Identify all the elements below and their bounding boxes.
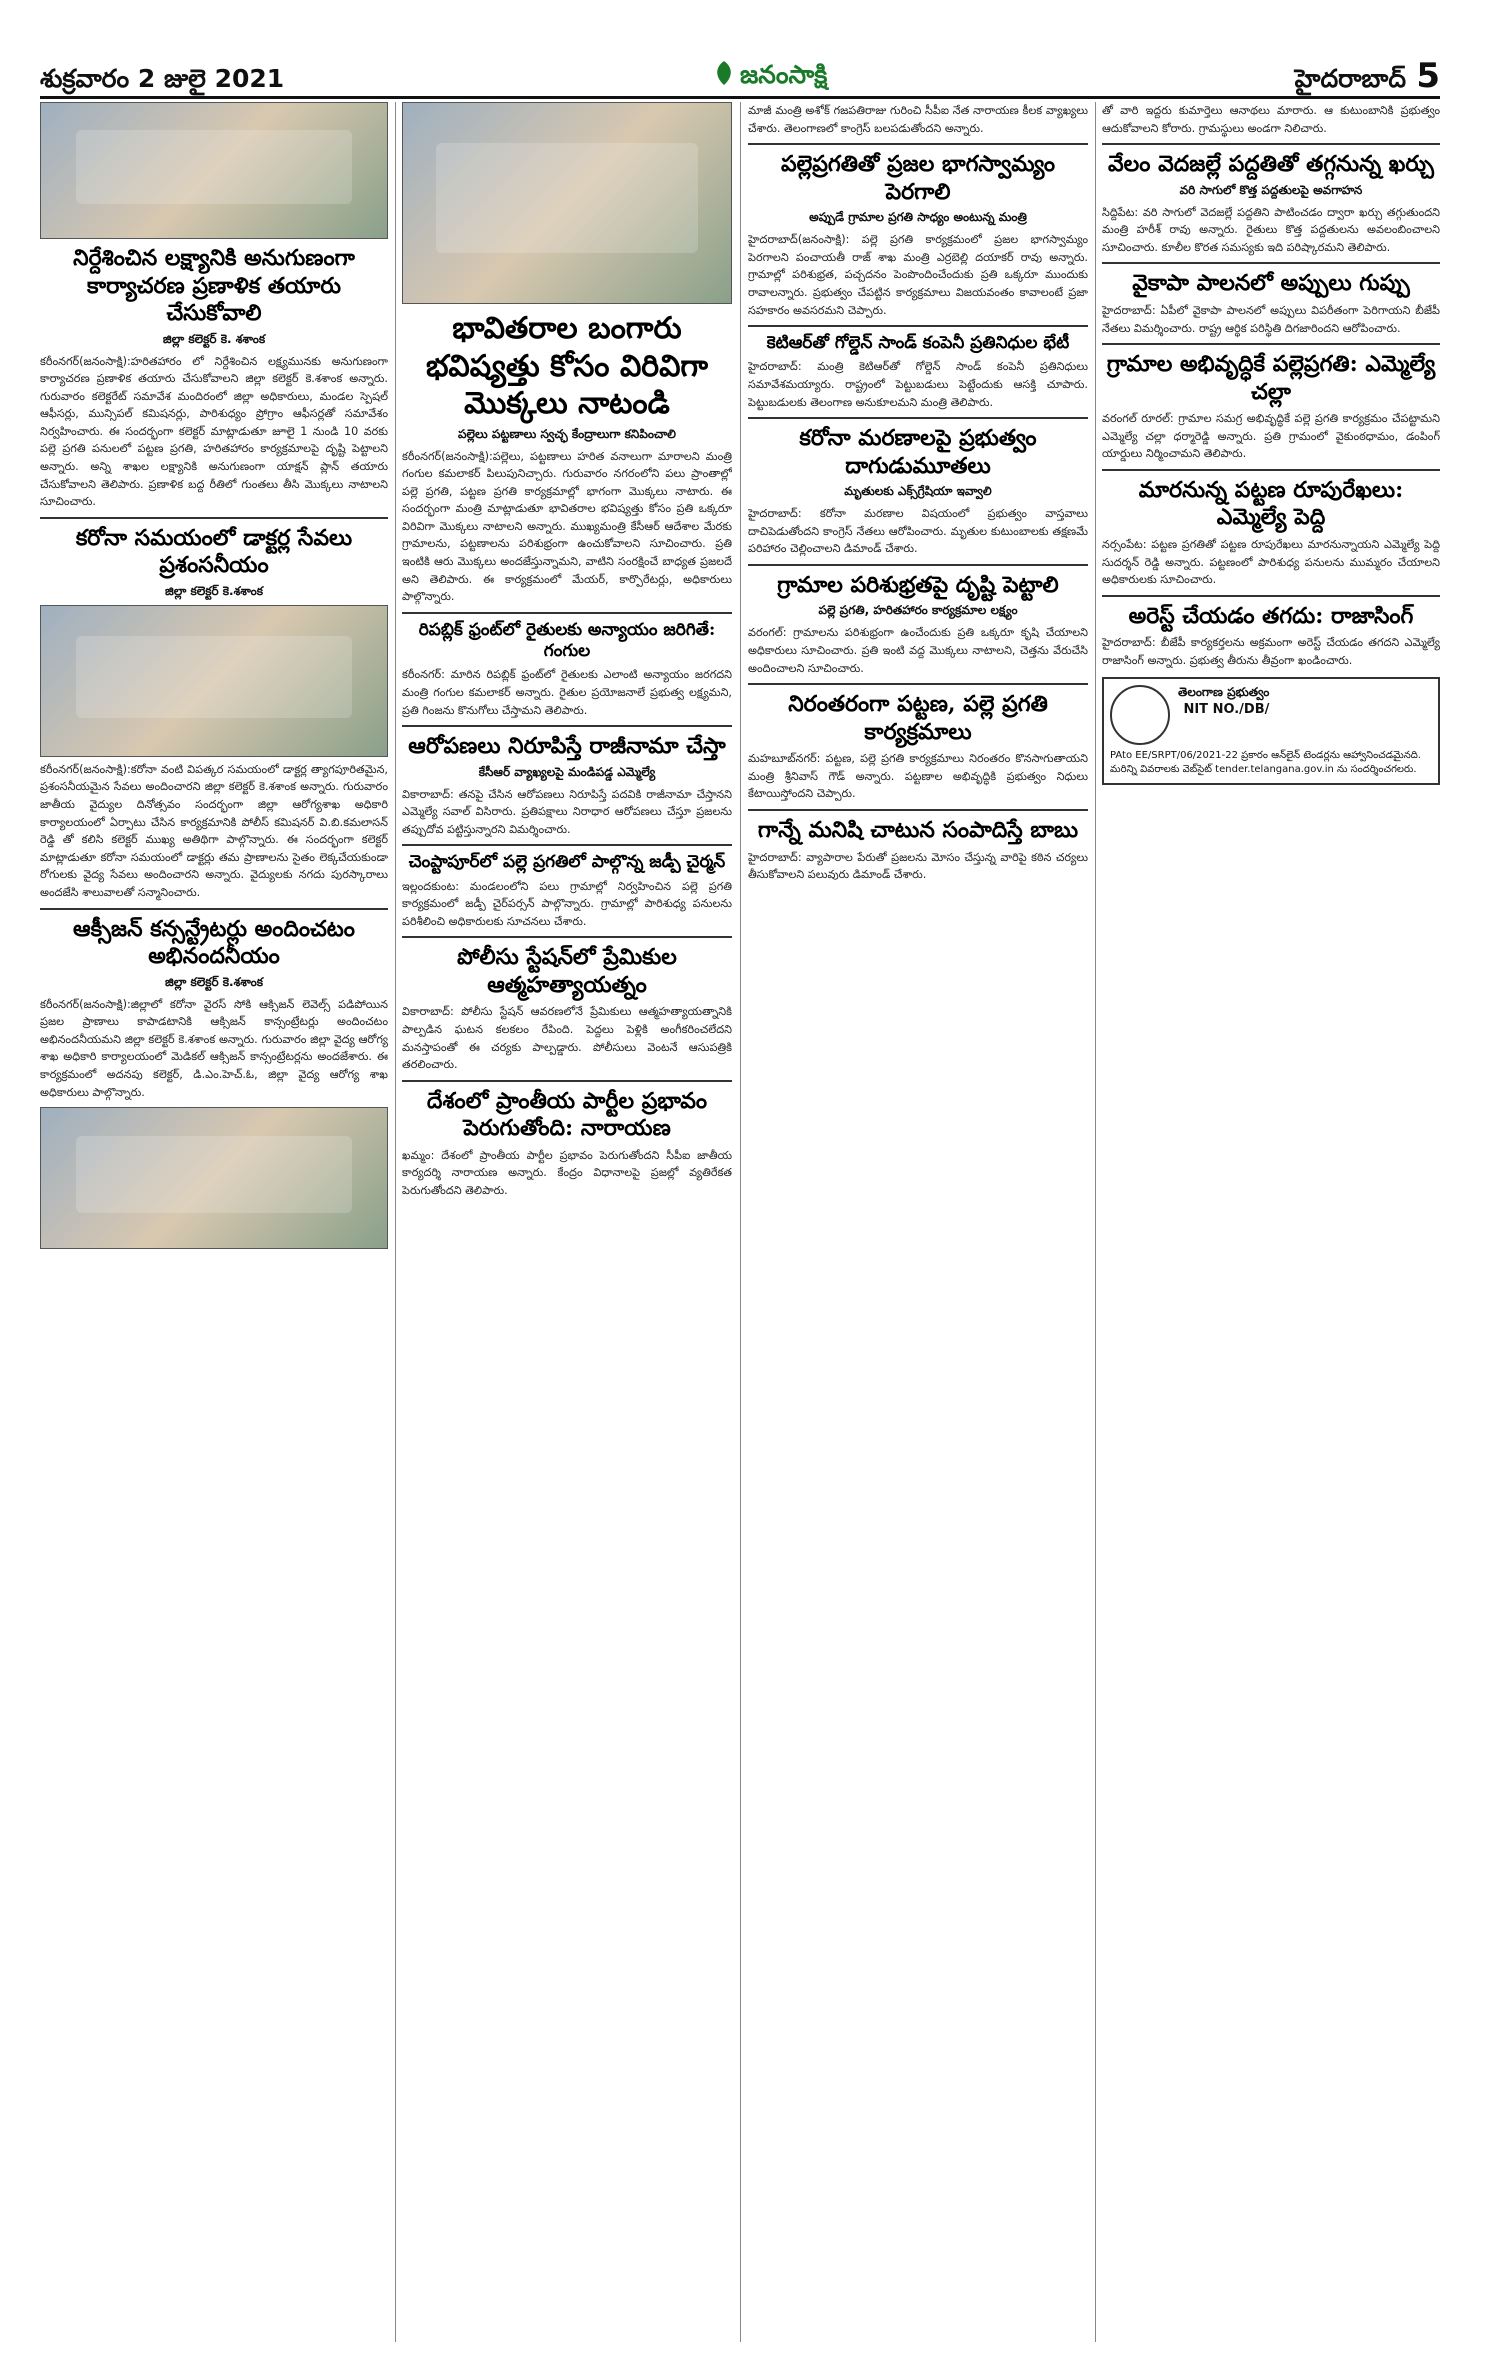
divider [402, 844, 732, 846]
article-body: ఇల్లందకుంట: మండలంలోని పలు గ్రామాల్లో నిర్వహించిన పల్లె ప్రగతి కార్యక్రమంలో జడ్పీ చైర్‌పర్సన్ పాల్గొన్నారు. గ్రామాల్లో పారిశుధ్య పనులను పరిశీలించి అధికారులకు సూచనలు చేశారు. [402, 879, 732, 928]
divider [1102, 469, 1440, 471]
column-divider [740, 102, 741, 2342]
article-body: కరీంనగర్(జనంసాక్షి):హరితహారం లో నిర్దేశించిన లక్ష్యమునకు అనుగుణంగా కార్యాచరణ ప్రణాళిక తయారు చేసుకోవాలని జిల్లా కలెక్టర్ కె.శశాంక అన్నారు. గురువారం కలెక్టరేట్ సమావేశ మందిరంలో జిల్లా అధికారులు, మండల స్పెషల్ ఆఫీసర్లు, మున్సిపల్ కమిషనర్లు, పారిశుధ్యం ప్రోగ్రాం ఆఫీసర్లతో సమావేశం నిర్వహించారు. ఈ సందర్భంగా కలెక్టర్ మాట్లాడుతూ జూలై 1 నుండి 10 వరకు పల్లె ప్రగతి పనులలో పట్టణ ప్రగతి, హరితహారం కార్యక్రమాలపై దృష్టి పెట్టాలని అన్నారు. అన్ని శాఖల లక్ష్యానికి అనుగుణంగా యాక్షన్ ప్లాన్ తయారు చేసుకోవాలని తెలిపారు. ప్రణాళిక బద్ద రీతిలో గుంతలు తీసి మొక్కలు నాటాలని సూచించారు. [40, 354, 388, 509]
article-body: హైదరాబాద్: వ్యాపారాల పేరుతో ప్రజలను మోసం చేస్తున్న వారిపై కఠిన చర్యలు తీసుకోవాలని పలువురు డిమాండ్ చేశారు. [748, 850, 1088, 882]
issue-date: శుక్రవారం 2 జులై 2021 [40, 64, 285, 93]
article-body: కరీంనగర్: మారిన రిపబ్లిక్ ఫ్రంట్‌లో రైతులకు ఎలాంటి అన్యాయం జరగదని మంత్రి గంగుల కమలాకర్ అన్నారు. రైతుల ప్రయోజనాలే ప్రభుత్వ లక్ష్యమని, ప్రతి గింజను కొనుగోలు చేస్తామని తెలిపారు. [402, 668, 732, 717]
lead-headline: భావితరాల బంగారు భవిష్యత్తు కోసం విరివిగా మొక్కలు నాటండి [425, 311, 709, 421]
article-byline: జిల్లా కలెక్టర్ కె. శశాంక [162, 331, 266, 346]
article-byline: జిల్లా కలెక్టర్ కె.శశాంక [164, 974, 264, 989]
article-headline: వైకాపా పాలనలో అప్పులు గుప్పు [1132, 270, 1410, 297]
divider [748, 809, 1088, 811]
article-body: వరంగల్: గ్రామాలను పరిశుభ్రంగా ఉంచేందుకు ప్రతి ఒక్కరూ కృషి చేయాలని అధికారులు సూచించారు. ప్రతి ఇంటి వద్ద మొక్కలు నాటాలని, చెత్తను వేరుచేసి అందించాలని సూచించారు. [748, 626, 1088, 675]
article-headline: గాన్నే మనిషి చాటున సంపాదిస్తే బాబు [757, 817, 1079, 844]
article-body: వరంగల్ రూరల్: గ్రామాల సమగ్ర అభివృద్ధికే పల్లె ప్రగతి కార్యక్రమం చేపట్టామని ఎమ్మెల్యే చల్లా ధర్మారెడ్డి అన్నారు. ప్రతి గ్రామంలో వైకుంఠధామం, డంపింగ్ యార్డులు నిర్మించామని తెలిపారు. [1102, 412, 1440, 461]
article-body: హైదరాబాద్: ఏపీలో వైకాపా పాలనలో అప్పులు విపరీతంగా పెరిగాయని బీజేపీ నేతలు విమర్శించారు. రాష్ట్ర ఆర్థిక పరిస్థితి దిగజారిందని ఆరోపించారు. [1102, 303, 1440, 335]
article-headline: పోలీసు స్టేషన్‌లో ప్రేమికుల ఆత్మహత్యాయత్నం [457, 944, 677, 998]
plantation-photo [402, 102, 732, 304]
article-body: మాజీ మంత్రి అశోక్ గజపతిరాజు గురించి సీపీఐ నేత నారాయణ కీలక వ్యాఖ్యలు చేశారు. తెలంగాణలో కాంగ్రెస్ బలపడుతోందని అన్నారు. [748, 104, 1088, 135]
divider [402, 1080, 732, 1082]
article-byline: మృతులకు ఎక్స్‌గ్రేషియా ఇవ్వాలి [844, 484, 992, 499]
page-header [40, 0, 1440, 96]
divider [1102, 343, 1440, 345]
article-byline: అప్పుడే గ్రామాల ప్రగతి సాధ్యం అంటున్న మంత్రి [809, 210, 1027, 225]
divider [1102, 262, 1440, 264]
divider [402, 725, 732, 727]
column-divider [395, 102, 396, 2342]
divider [748, 564, 1088, 566]
oxygen-donation-photo [40, 1107, 388, 1249]
article-body: కరీంనగర్(జనంసాక్షి):పల్లెలు, పట్టణాలు హరిత వనాలుగా మారాలని మంత్రి గంగుల కమలాకర్ పిలుపునిచ్చారు. గురువారం నగరంలోని పలు ప్రాంతాల్లో పల్లె ప్రగతి, పట్టణ ప్రగతి కార్యక్రమాల్లో భాగంగా మొక్కలు నాటారు. ఈ సందర్భంగా మంత్రి మాట్లాడుతూ భావితరాల భవిష్యత్తు కోసం ప్రతి ఒక్కరూ విరివిగా మొక్కలు నాటాలని అన్నారు. ముఖ్యమంత్రి కేసీఆర్ ఆదేశాల మేరకు గ్రామాలను, పట్టణాలను పరిశుభ్రంగా ఉంచుకోవాలని సూచించారు. ప్రతి ఇంటికి ఆరు మొక్కలు అందజేస్తున్నామని, వాటిని సంరక్షించే బాధ్యత ప్రజలదే అని తెలిపారు. ఈ కార్యక్రమంలో మేయర్, కార్పొరేటర్లు, అధికారులు పాల్గొన్నారు. [402, 449, 732, 604]
article-byline: కేసీఆర్ వ్యాఖ్యలపై మండిపడ్డ ఎమ్మెల్యే [478, 764, 656, 779]
divider [402, 612, 732, 614]
article-headline: ఆరోపణలు నిరూపిస్తే రాజీనామా చేస్తా [408, 733, 726, 760]
article-headline: పల్లెప్రగతితో ప్రజల భాగస్వామ్యం పెరగాలి [781, 151, 1055, 205]
divider [1102, 143, 1440, 145]
article-headline: గ్రామాల అభివృద్ధికే పల్లెప్రగతి: ఎమ్మెల్యే చల్లా [1106, 351, 1436, 405]
doctors-event-photo [40, 605, 388, 757]
article-body: మహబూబ్‌నగర్: పట్టణ, పల్లె ప్రగతి కార్యక్రమాలు నిరంతరం కొనసాగుతాయని మంత్రి శ్రీనివాస్ గౌడ్ అన్నారు. పట్టణాల అభివృద్ధికి ప్రభుత్వం నిధులు కేటాయిస్తోందని చెప్పారు. [748, 752, 1088, 801]
article-body: సిద్దిపేట: వరి సాగులో వెదజల్లే పద్దతిని పాటించడం ద్వారా ఖర్చు తగ్గుతుందని మంత్రి హరీశ్ రావు అన్నారు. రైతులు కొత్త పద్దతులను అవలంబించాలని సూచించారు. కూలీల కొరత సమస్యకు ఇది పరిష్కారమని తెలిపారు. [1102, 205, 1440, 254]
divider [40, 908, 388, 910]
header-rule [40, 96, 1440, 99]
column-3 [748, 102, 1088, 2342]
article-headline: నిర్దేశించిన లక్ష్యానికి అనుగుణంగా కార్యాచరణ ప్రణాళిక తయారు చేసుకోవాలి [73, 245, 355, 326]
article-headline: వేలం వెదజల్లే పద్దతితో తగ్గనున్న ఖర్చు [1108, 151, 1434, 178]
divider [748, 143, 1088, 145]
article-headline: చెంప్టాపూర్‌లో పల్లె ప్రగతిలో పాల్గొన్న జడ్పీ చైర్మన్ [408, 852, 726, 873]
article-body: వికారాబాద్: పోలీసు స్టేషన్ ఆవరణలోనే ప్రేమికులు ఆత్మహత్యాయత్నానికి పాల్పడిన ఘటన కలకలం రేపింది. పెద్దలు పెళ్లికి అంగీకరించలేదని మనస్తాపంతో ఈ చర్యకు పాల్పడ్డారు. పోలీసులు వెంటనే ఆసుపత్రికి తరలించారు. [402, 1005, 732, 1072]
masthead-leaf-icon [712, 60, 736, 86]
article-headline: మారనున్న పట్టణ రూపురేఖలు: ఎమ్మెల్యే పెద్ది [1138, 476, 1404, 531]
article-headline: దేశంలో ప్రాంతీయ పార్టీల ప్రభావం పెరుగుతోంది: నారాయణ [426, 1087, 708, 1142]
government-seal-icon [1110, 685, 1170, 745]
article-body: కరీంనగర్(జనంసాక్షి):కరోనా వంటి విపత్కర సమయంలో డాక్టర్ల త్యాగపూరితమైన, ప్రశంసనీయమైన సేవలు అందించారని జిల్లా కలెక్టర్ కె.శశాంక అన్నారు. గురువారం జాతీయ వైద్యుల దినోత్సవం సందర్భంగా జిల్లా ఆరోగ్యశాఖ అధికారి కార్యాలయంలో ఏర్పాటు చేసిన కార్యక్రమానికి పోలీస్ కమిషనర్ వి.బి.కమలాసన్ రెడ్డి తో కలిసి కలెక్టర్ ముఖ్య అతిథిగా పాల్గొన్నారు. ఈ సందర్భంగా కలెక్టర్ మాట్లాడుతూ కరోనా సమయంలో డాక్టర్లు తమ ప్రాణాలను సైతం లెక్కచేయకుండా రోగులకు వైద్య సేవలు అందించారని అన్నారు. వైద్యులకు నగదు పురస్కారాలు అందజేసి శాలువాలతో సన్మానించారు. [40, 762, 388, 899]
article-headline: నిరంతరంగా పట్టణ, పల్లె ప్రగతి కార్యక్రమాలు [788, 691, 1048, 745]
divider [748, 683, 1088, 685]
tender-title: తెలంగాణ ప్రభుత్వం [1178, 685, 1270, 700]
column-1 [40, 102, 388, 2342]
article-body: హైదరాబాద్: బీజేపీ కార్యకర్తలను అక్రమంగా అరెస్ట్ చేయడం తగదని ఎమ్మెల్యే రాజాసింగ్ అన్నారు. ప్రభుత్వ తీరును తీవ్రంగా ఖండించారు. [1102, 636, 1440, 667]
column-divider [1095, 102, 1096, 2342]
article-body: ఖమ్మం: దేశంలో ప్రాంతీయ పార్టీల ప్రభావం పెరుగుతోందని సీపీఐ జాతీయ కార్యదర్శి నారాయణ అన్నారు. కేంద్రం విధానాలపై ప్రజల్లో వ్యతిరేకత పెరుగుతోందని తెలిపారు. [402, 1148, 732, 1197]
tender-number: NIT NO./DB/ [1183, 702, 1270, 718]
divider [748, 417, 1088, 419]
article-body: నర్సంపేట: పట్టణ ప్రగతితో పట్టణ రూపురేఖలు మారనున్నాయని ఎమ్మెల్యే పెద్ది సుదర్శన్ రెడ్డి అన్నారు. పట్టణంలో పారిశుధ్య పనులను ముమ్మరం చేయాలని అధికారులకు సూచించారు. [1102, 537, 1440, 587]
page-number: 5 [1416, 56, 1440, 96]
article-byline: జిల్లా కలెక్టర్ కె.శశాంక [164, 583, 264, 598]
tender-body: PAto EE/SRPT/06/2021-22 ప్రకారం ఆన్‌లైన్ టెండర్లను ఆహ్వానించడమైనది. మరిన్ని వివరాలకు వెబ్‌సైట్ tender.telangana.gov.in ను సందర్శించగలరు. [1110, 750, 1421, 776]
column-2 [402, 102, 732, 2342]
article-body: హైదరాబాద్(జనంసాక్షి): పల్లె ప్రగతి కార్యక్రమంలో ప్రజల భాగస్వామ్యం పెరగాలని పంచాయతీ రాజ్ శాఖ మంత్రి ఎర్రబెల్లి దయాకర్ రావు అన్నారు. గ్రామాల్లో పరిశుభ్రత, పచ్చదనం పెంపొందించేందుకు ప్రతి ఒక్కరూ ముందుకు రావాలన్నారు. ప్రభుత్వం చేపట్టిన కార్యక్రమాలు విజయవంతం కావాలంటే ప్రజా సహకారం అవసరమని చెప్పారు. [748, 233, 1088, 317]
article-byline: వరి సాగులో కొత్త పద్దతులపై అవగాహన [1179, 182, 1363, 197]
divider [1102, 595, 1440, 597]
article-headline: కరోనా సమయంలో డాక్టర్ల సేవలు ప్రశంసనీయం [75, 524, 353, 579]
divider [40, 517, 388, 519]
article-body: వికారాబాద్: తనపై చేసిన ఆరోపణలు నిరూపిస్తే పదవికి రాజీనామా చేస్తానని ఎమ్మెల్యే సవాల్ విసిరారు. ప్రతిపక్షాలు నిరాధార ఆరోపణలు చేస్తూ ప్రజలను తప్పుదోవ పట్టిస్తున్నారని విమర్శించారు. [402, 787, 732, 836]
masthead: జనంసాక్షి [740, 60, 828, 89]
divider [402, 936, 732, 938]
article-body: కరీంనగర్(జనంసాక్షి):జిల్లాలో కరోనా వైరస్ సోకి ఆక్సిజన్ లెవెల్స్ పడిపోయిన ప్రజల ప్రాణాలు కాపాడటానికి ఆక్సిజన్ కాన్సంట్రేటర్లు అందించటం అభినందనీయమని జిల్లా కలెక్టర్ కె.శశాంక అన్నారు. గురువారం జిల్లా వైద్య ఆరోగ్య శాఖ అధికారి కార్యాలయంలో మెడికల్ ఆక్సిజన్ కాన్సంట్రేటర్లను అందజేశారు. ఈ కార్యక్రమంలో అదనపు కలెక్టర్, డి.ఎం.హెచ్.ఓ, జిల్లా వైద్య ఆరోగ్య శాఖ అధికారులు పాల్గొన్నారు. [40, 997, 388, 1099]
article-headline: గ్రామాల పరిశుభ్రతపై దృష్టి పెట్టాలి [777, 571, 1059, 598]
article-headline: ఆక్సీజన్ కన్సన్ట్రేటర్లు అందించటం అభినందనీయం [73, 915, 355, 970]
article-body: తో వారి ఇద్దరు కుమార్తెలు ఆనాథలు మారారు. ఆ కుటుంబానికి ప్రభుత్వం ఆదుకోవాలని కోరారు. గ్రామస్థులు అండగా నిలిచారు. [1102, 104, 1440, 135]
article-headline: రిపబ్లిక్ ఫ్రంట్‌లో రైతులకు అన్యాయం జరిగితే: గంగుల [418, 619, 716, 662]
article-headline: అరెస్ట్ చేయడం తగదు: రాజాసింగ్ [1128, 602, 1414, 629]
meeting-photo [40, 102, 388, 239]
article-byline: పల్లె ప్రగతి, హరితహారం కార్యక్రమాల లక్ష్యం [818, 603, 1018, 618]
article-headline: కరోనా మరణాలపై ప్రభుత్వం దాగుడుమూతలు [799, 425, 1037, 479]
edition-city: హైదరాబాద్ [1294, 64, 1406, 93]
article-body: హైదరాబాద్: కరోనా మరణాల విషయంలో ప్రభుత్వం వాస్తవాలు దాచిపెడుతోందని కాంగ్రెస్ నేతలు ఆరోపించారు. మృతుల కుటుంబాలకు తక్షణమే పరిహారం చెల్లించాలని డిమాండ్ చేశారు. [748, 507, 1088, 556]
article-headline: కెటిఆర్‌తో గోల్డెన్ సాండ్ కంపెనీ ప్రతినిధుల భేటీ [766, 333, 1070, 354]
column-4 [1102, 102, 1440, 2342]
tender-notice [1102, 677, 1440, 785]
divider [748, 325, 1088, 327]
article-body: హైదరాబాద్: మంత్రి కెటిఆర్‌తో గోల్డెన్ సాండ్ కంపెనీ ప్రతినిధులు సమావేశమయ్యారు. రాష్ట్రంలో పెట్టుబడులు పెట్టేందుకు ఆసక్తి చూపారు. పెట్టుబడులకు తెలంగాణ అనుకూలమని మంత్రి తెలిపారు. [748, 360, 1088, 409]
lead-subheadline: పల్లెలు పట్టణాలు స్వచ్ఛ కేంద్రాలుగా కనిపించాలి [458, 426, 676, 441]
